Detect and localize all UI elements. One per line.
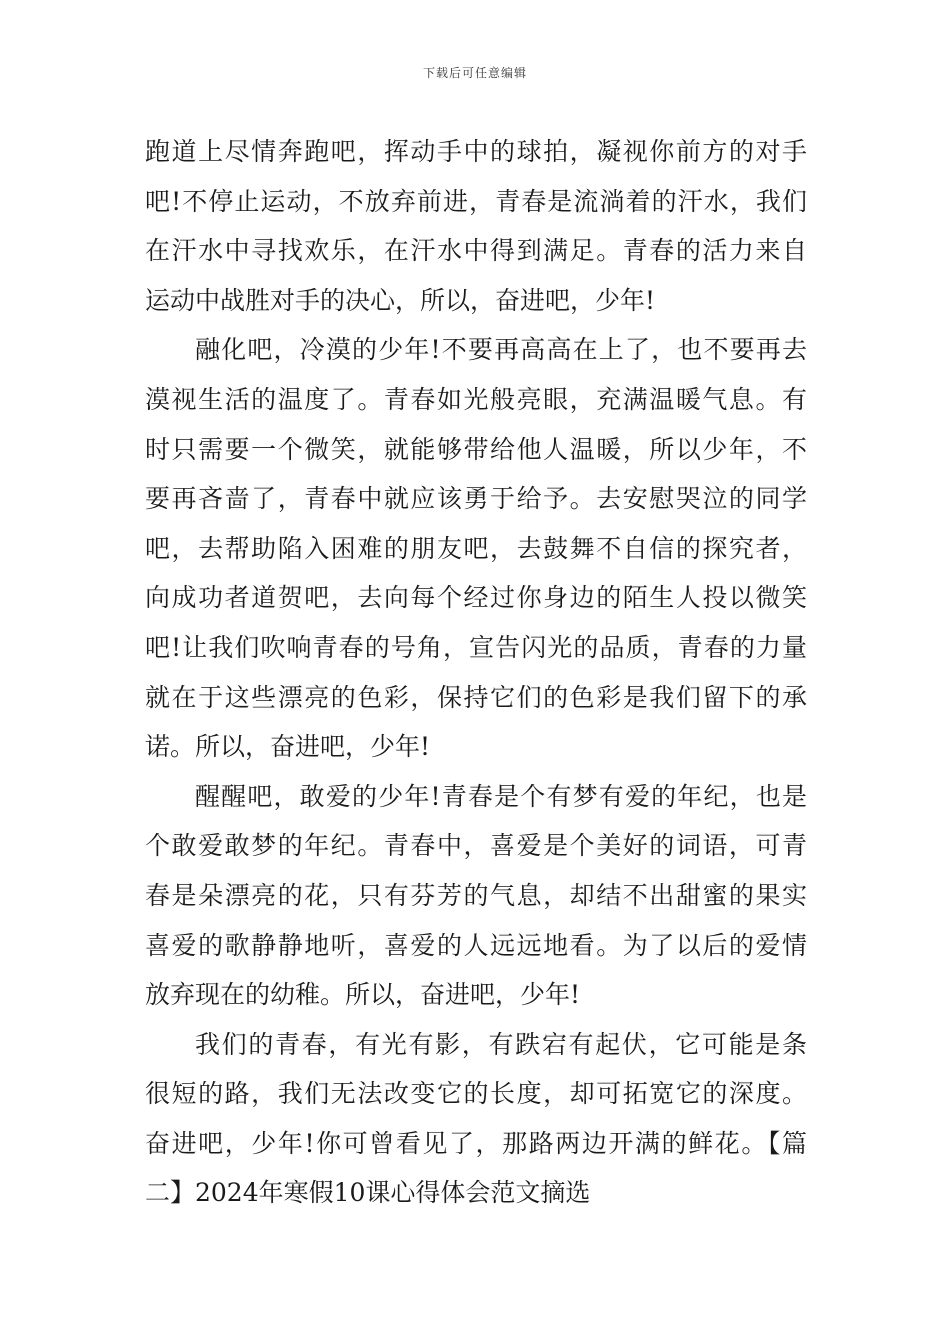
text-line: 放弃现在的幼稚。所以，奋进吧，少年! [145, 980, 581, 1010]
text-line: 在汗水中寻找欢乐，在汗水中得到满足。青春的活力来自 [145, 236, 807, 266]
text-line: 跑道上尽情奔跑吧，挥动手中的球拍，凝视你前方的对手 [145, 137, 807, 166]
text-line: 春是朵漂亮的花，只有芬芳的气息，却结不出甜蜜的果实 [145, 880, 807, 910]
page-header-note: 下载后可任意编辑 [422, 66, 527, 80]
text-line: 要再吝啬了，青春中就应该勇于给予。去安慰哭泣的同学 [145, 484, 807, 514]
text-line: 就在于这些漂亮的色彩，保持它们的色彩是我们留下的承 [145, 682, 807, 712]
text-line: 时只需要一个微笑，就能够带给他人温暖，所以少年，不 [145, 434, 807, 464]
text-line: 向成功者道贺吧，去向每个经过你身边的陌生人投以微笑 [145, 583, 807, 613]
text-line: 漠视生活的温度了。青春如光般亮眼，充满温暖气息。有 [145, 384, 807, 414]
text-line: 吧!不停止运动，不放弃前进，青春是流淌着的汗水，我们 [145, 186, 807, 216]
text-line: 很短的路，我们无法改变它的长度，却可拓宽它的深度。 [145, 1079, 807, 1109]
text-line: 运动中战胜对手的决心，所以，奋进吧，少年! [145, 285, 656, 315]
document-body [145, 127, 807, 1218]
text-line: 奋进吧，少年!你可曾看见了，那路两边开满的鲜花。【篇 [145, 1128, 807, 1158]
text-line: 吧!让我们吹响青春的号角，宣告闪光的品质，青春的力量 [145, 632, 807, 662]
text-line: 二】2024年寒假10课心得体会范文摘选 [145, 1178, 591, 1208]
text-line: 我们的青春，有光有影，有跌宕有起伏，它可能是条 [195, 1029, 807, 1059]
text-line: 吧，去帮助陷入困难的朋友吧，去鼓舞不自信的探究者， [145, 533, 807, 563]
text-line: 个敢爱敢梦的年纪。青春中，喜爱是个美好的词语，可青 [145, 831, 807, 861]
text-line: 喜爱的歌静静地听，喜爱的人远远地看。为了以后的爱情 [145, 930, 807, 960]
text-line: 融化吧，冷漠的少年!不要再高高在上了，也不要再去 [195, 335, 807, 365]
text-line: 醒醒吧，敢爱的少年!青春是个有梦有爱的年纪，也是 [195, 781, 807, 811]
text-line: 诺。所以，奋进吧，少年! [145, 732, 431, 762]
